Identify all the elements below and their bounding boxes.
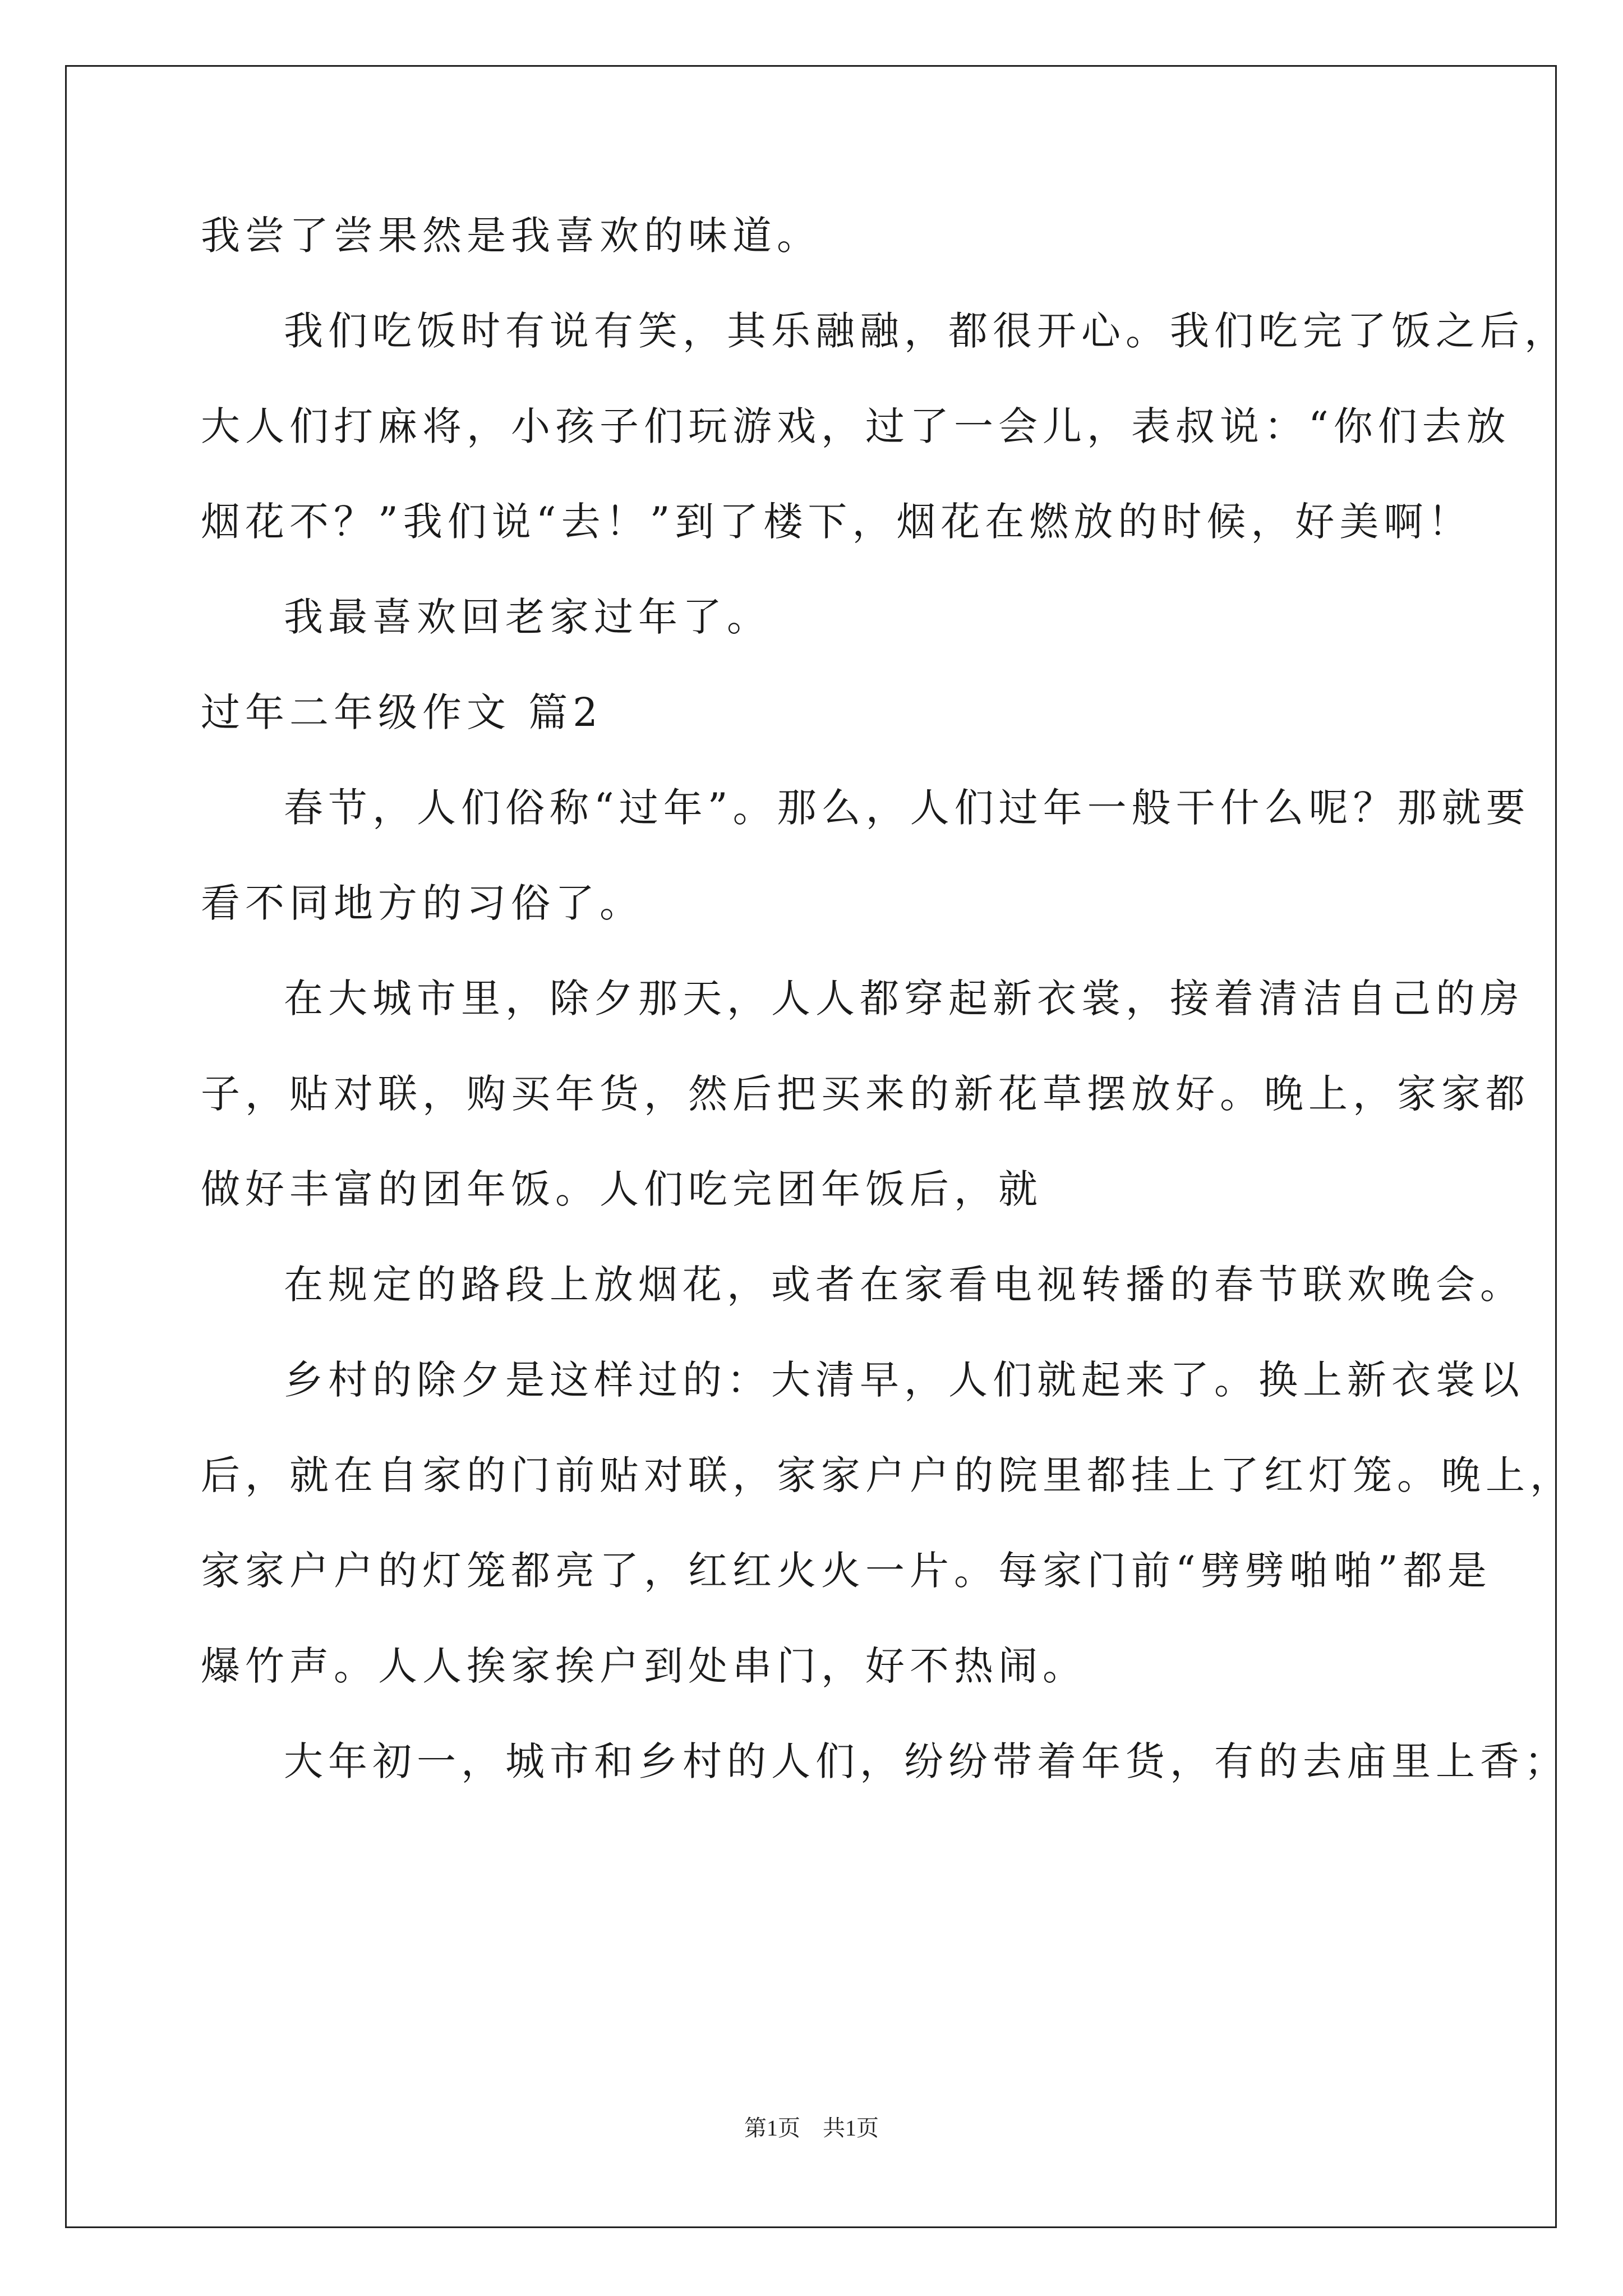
paragraph-line: 乡村的除夕是这样过的：大清早，人们就起来了。换上新衣裳以 bbox=[284, 1357, 1524, 1403]
paragraph-line: 我最喜欢回老家过年了。 bbox=[284, 594, 771, 640]
paragraph-line: 大人们打麻将，小孩子们玩游戏，过了一会儿，表叔说：“你们去放 bbox=[201, 403, 1511, 449]
page-footer: 第1页 共1页 bbox=[744, 2115, 879, 2141]
paragraph-line: 我们吃饭时有说有笑，其乐融融，都很开心。我们吃完了饭之后， bbox=[284, 308, 1569, 354]
paragraph-line: 爆竹声。人人挨家挨户到处串门，好不热闹。 bbox=[201, 1643, 1087, 1689]
paragraph-line: 在大城市里，除夕那天，人人都穿起新衣裳，接着清洁自己的房 bbox=[284, 976, 1524, 1022]
section-heading: 过年二年级作文 篇2 bbox=[201, 689, 603, 735]
paragraph-line: 做好丰富的团年饭。人们吃完团年饭后，就 bbox=[201, 1166, 1043, 1212]
paragraph-line: 春节，人们俗称“过年”。那么，人们过年一般干什么呢？那就要 bbox=[284, 785, 1530, 831]
paragraph-line: 烟花不？”我们说“去！”到了楼下，烟花在燃放的时候，好美啊！ bbox=[201, 499, 1473, 545]
paragraph-line: 我尝了尝果然是我喜欢的味道。 bbox=[201, 213, 821, 259]
paragraph-line: 看不同地方的习俗了。 bbox=[201, 880, 644, 926]
page-border bbox=[65, 65, 1557, 2228]
paragraph-line: 家家户户的灯笼都亮了，红红火火一片。每家门前“劈劈啪啪”都是 bbox=[201, 1548, 1492, 1594]
paragraph-line: 在规定的路段上放烟花，或者在家看电视转播的春节联欢晚会。 bbox=[284, 1262, 1524, 1308]
paragraph-line: 后，就在自家的门前贴对联，家家户户的院里都挂上了红灯笼。晚上， bbox=[201, 1452, 1574, 1498]
paragraph-line: 大年初一，城市和乡村的人们，纷纷带着年货，有的去庙里上香； bbox=[284, 1738, 1569, 1784]
paragraph-line: 子，贴对联，购买年货，然后把买来的新花草摆放好。晚上，家家都 bbox=[201, 1071, 1530, 1117]
